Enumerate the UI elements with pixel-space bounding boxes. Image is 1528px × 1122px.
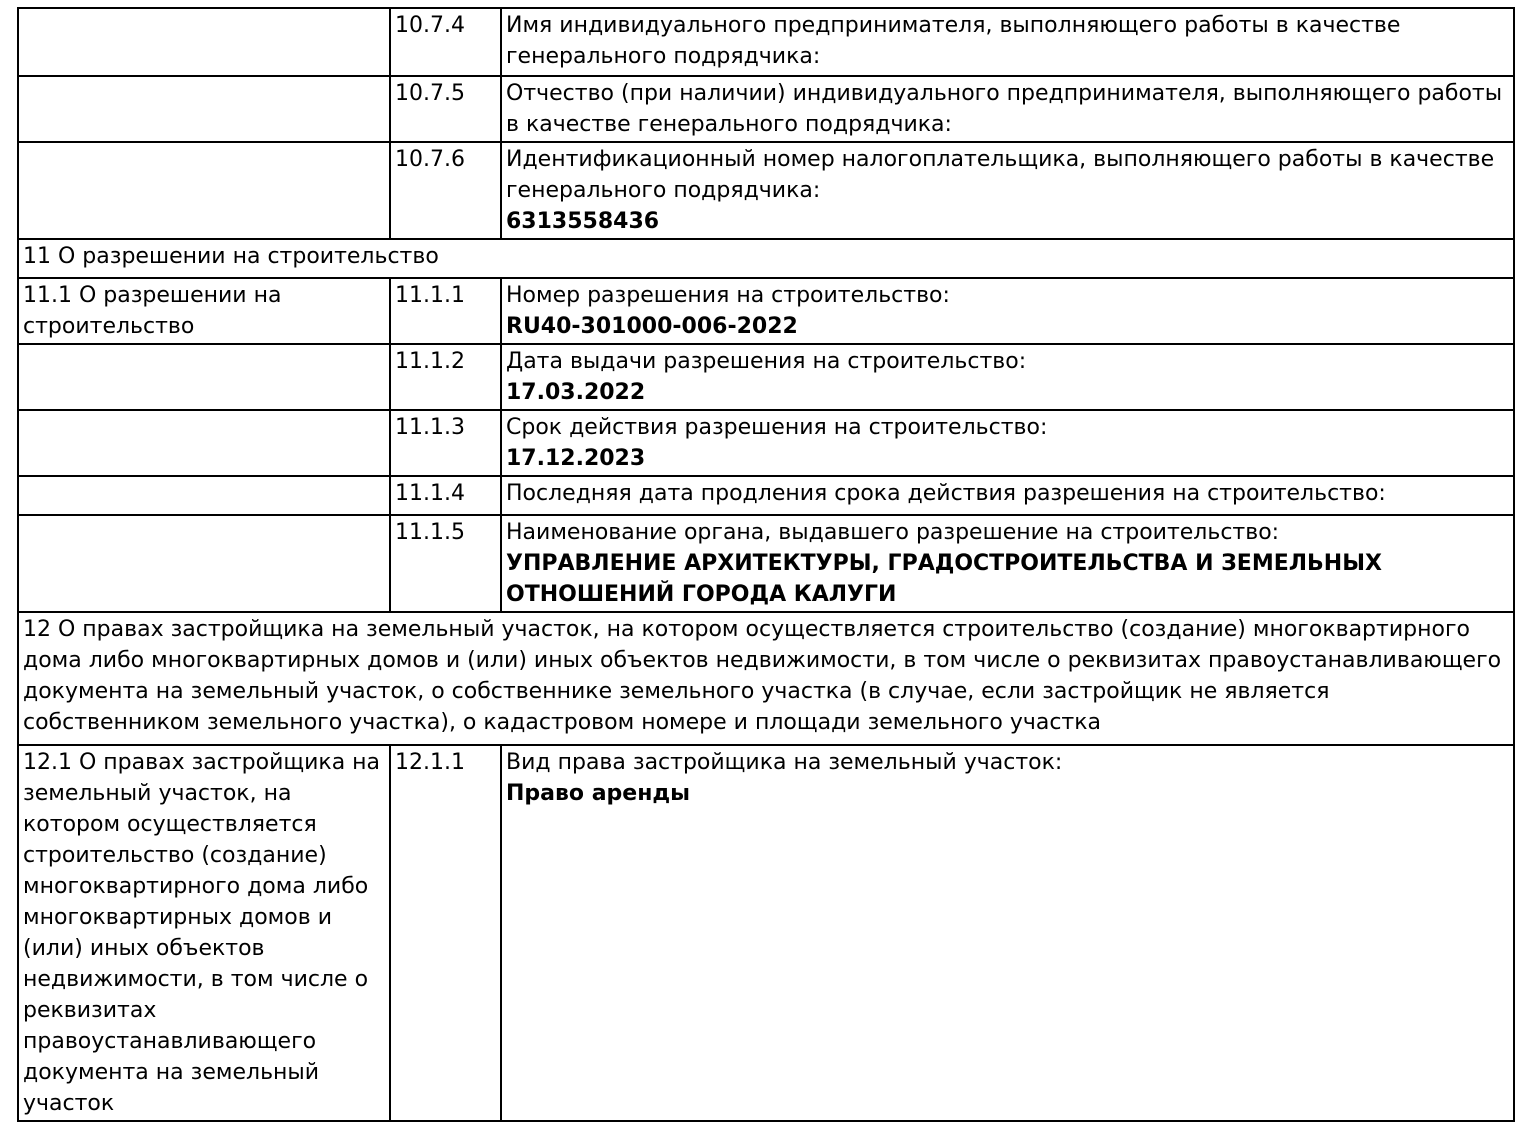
item-value: RU40-301000-006-2022	[506, 314, 798, 339]
section-header-row	[18, 612, 1514, 745]
item-number-cell: 11.1.1	[390, 278, 501, 344]
item-number-cell: 11.1.3	[390, 410, 501, 476]
section-desc-cell	[18, 410, 390, 476]
section-desc-cell	[18, 476, 390, 515]
item-label: Номер разрешения на строительство:	[506, 283, 950, 308]
table-row	[18, 515, 1514, 612]
item-number-cell: 11.1.5	[390, 515, 501, 612]
item-value: 17.12.2023	[506, 446, 646, 471]
item-number-cell: 10.7.4	[390, 8, 501, 76]
table-row	[18, 8, 1514, 76]
table-row	[18, 278, 1514, 344]
section-desc-cell: 11.1 О разрешении на строительство	[18, 278, 390, 344]
item-number-cell: 12.1.1	[390, 745, 501, 1121]
section-desc-cell	[18, 515, 390, 612]
section-header-row	[18, 239, 1514, 278]
item-content-cell	[501, 745, 1514, 1121]
table-row	[18, 410, 1514, 476]
item-value: 17.03.2022	[506, 380, 646, 405]
item-content-cell	[501, 76, 1514, 142]
project-declaration-table	[17, 7, 1515, 1122]
section-desc-cell	[18, 8, 390, 76]
item-value: Право аренды	[506, 781, 691, 806]
item-content-cell	[501, 8, 1514, 76]
item-content-cell	[501, 278, 1514, 344]
item-number-cell: 10.7.6	[390, 142, 501, 239]
section-desc-cell	[18, 344, 390, 410]
section-desc-cell: 12.1 О правах застройщика на земельный участок, на котором осуществляется строительство (создание) многоквартирного дома либо многоквартирных домов и (или) иных объектов недвижимости, в том числе о реквизитах правоустанавливающего документа на земельный участок	[18, 745, 390, 1121]
item-content-cell	[501, 344, 1514, 410]
table-row	[18, 142, 1514, 239]
item-content-cell	[501, 476, 1514, 515]
item-label: Наименование органа, выдавшего разрешение на строительство:	[506, 520, 1280, 545]
item-number-cell: 11.1.4	[390, 476, 501, 515]
section-desc-cell	[18, 142, 390, 239]
item-label: Идентификационный номер налогоплательщика, выполняющего работы в качестве генерального подрядчика:	[506, 147, 1495, 203]
item-label: Отчество (при наличии) индивидуального предпринимателя, выполняющего работы в качестве генерального подрядчика:	[506, 81, 1503, 137]
section-header: 12 О правах застройщика на земельный участок, на котором осуществляется строительство (создание) многоквартирного дома либо многоквартирных домов и (или) иных объектов недвижимости, в том числе о реквизитах правоустанавливающего документа на земельный участок, о собственнике земельного участка (в случае, если застройщик не является собственником земельного участка), о кадастровом номере и площади земельного участка	[18, 612, 1514, 745]
item-content-cell	[501, 142, 1514, 239]
item-label: Дата выдачи разрешения на строительство:	[506, 349, 1027, 374]
table-row	[18, 344, 1514, 410]
table-row	[18, 76, 1514, 142]
item-value: 6313558436	[506, 209, 660, 234]
item-label: Срок действия разрешения на строительство:	[506, 415, 1048, 440]
section-desc-cell	[18, 76, 390, 142]
item-label: Имя индивидуального предпринимателя, выполняющего работы в качестве генерального подрядчика:	[506, 13, 1401, 69]
item-label: Последняя дата продления срока действия разрешения на строительство:	[506, 481, 1386, 506]
item-value: УПРАВЛЕНИЕ АРХИТЕКТУРЫ, ГРАДОСТРОИТЕЛЬСТВА И ЗЕМЕЛЬНЫХ ОТНОШЕНИЙ ГОРОДА КАЛУГИ	[506, 551, 1382, 607]
item-number-cell: 11.1.2	[390, 344, 501, 410]
item-number-cell: 10.7.5	[390, 76, 501, 142]
table-row	[18, 745, 1514, 1121]
section-header: 11 О разрешении на строительство	[18, 239, 1514, 278]
item-label: Вид права застройщика на земельный участок:	[506, 750, 1063, 775]
table-row	[18, 476, 1514, 515]
item-content-cell	[501, 410, 1514, 476]
item-content-cell	[501, 515, 1514, 612]
